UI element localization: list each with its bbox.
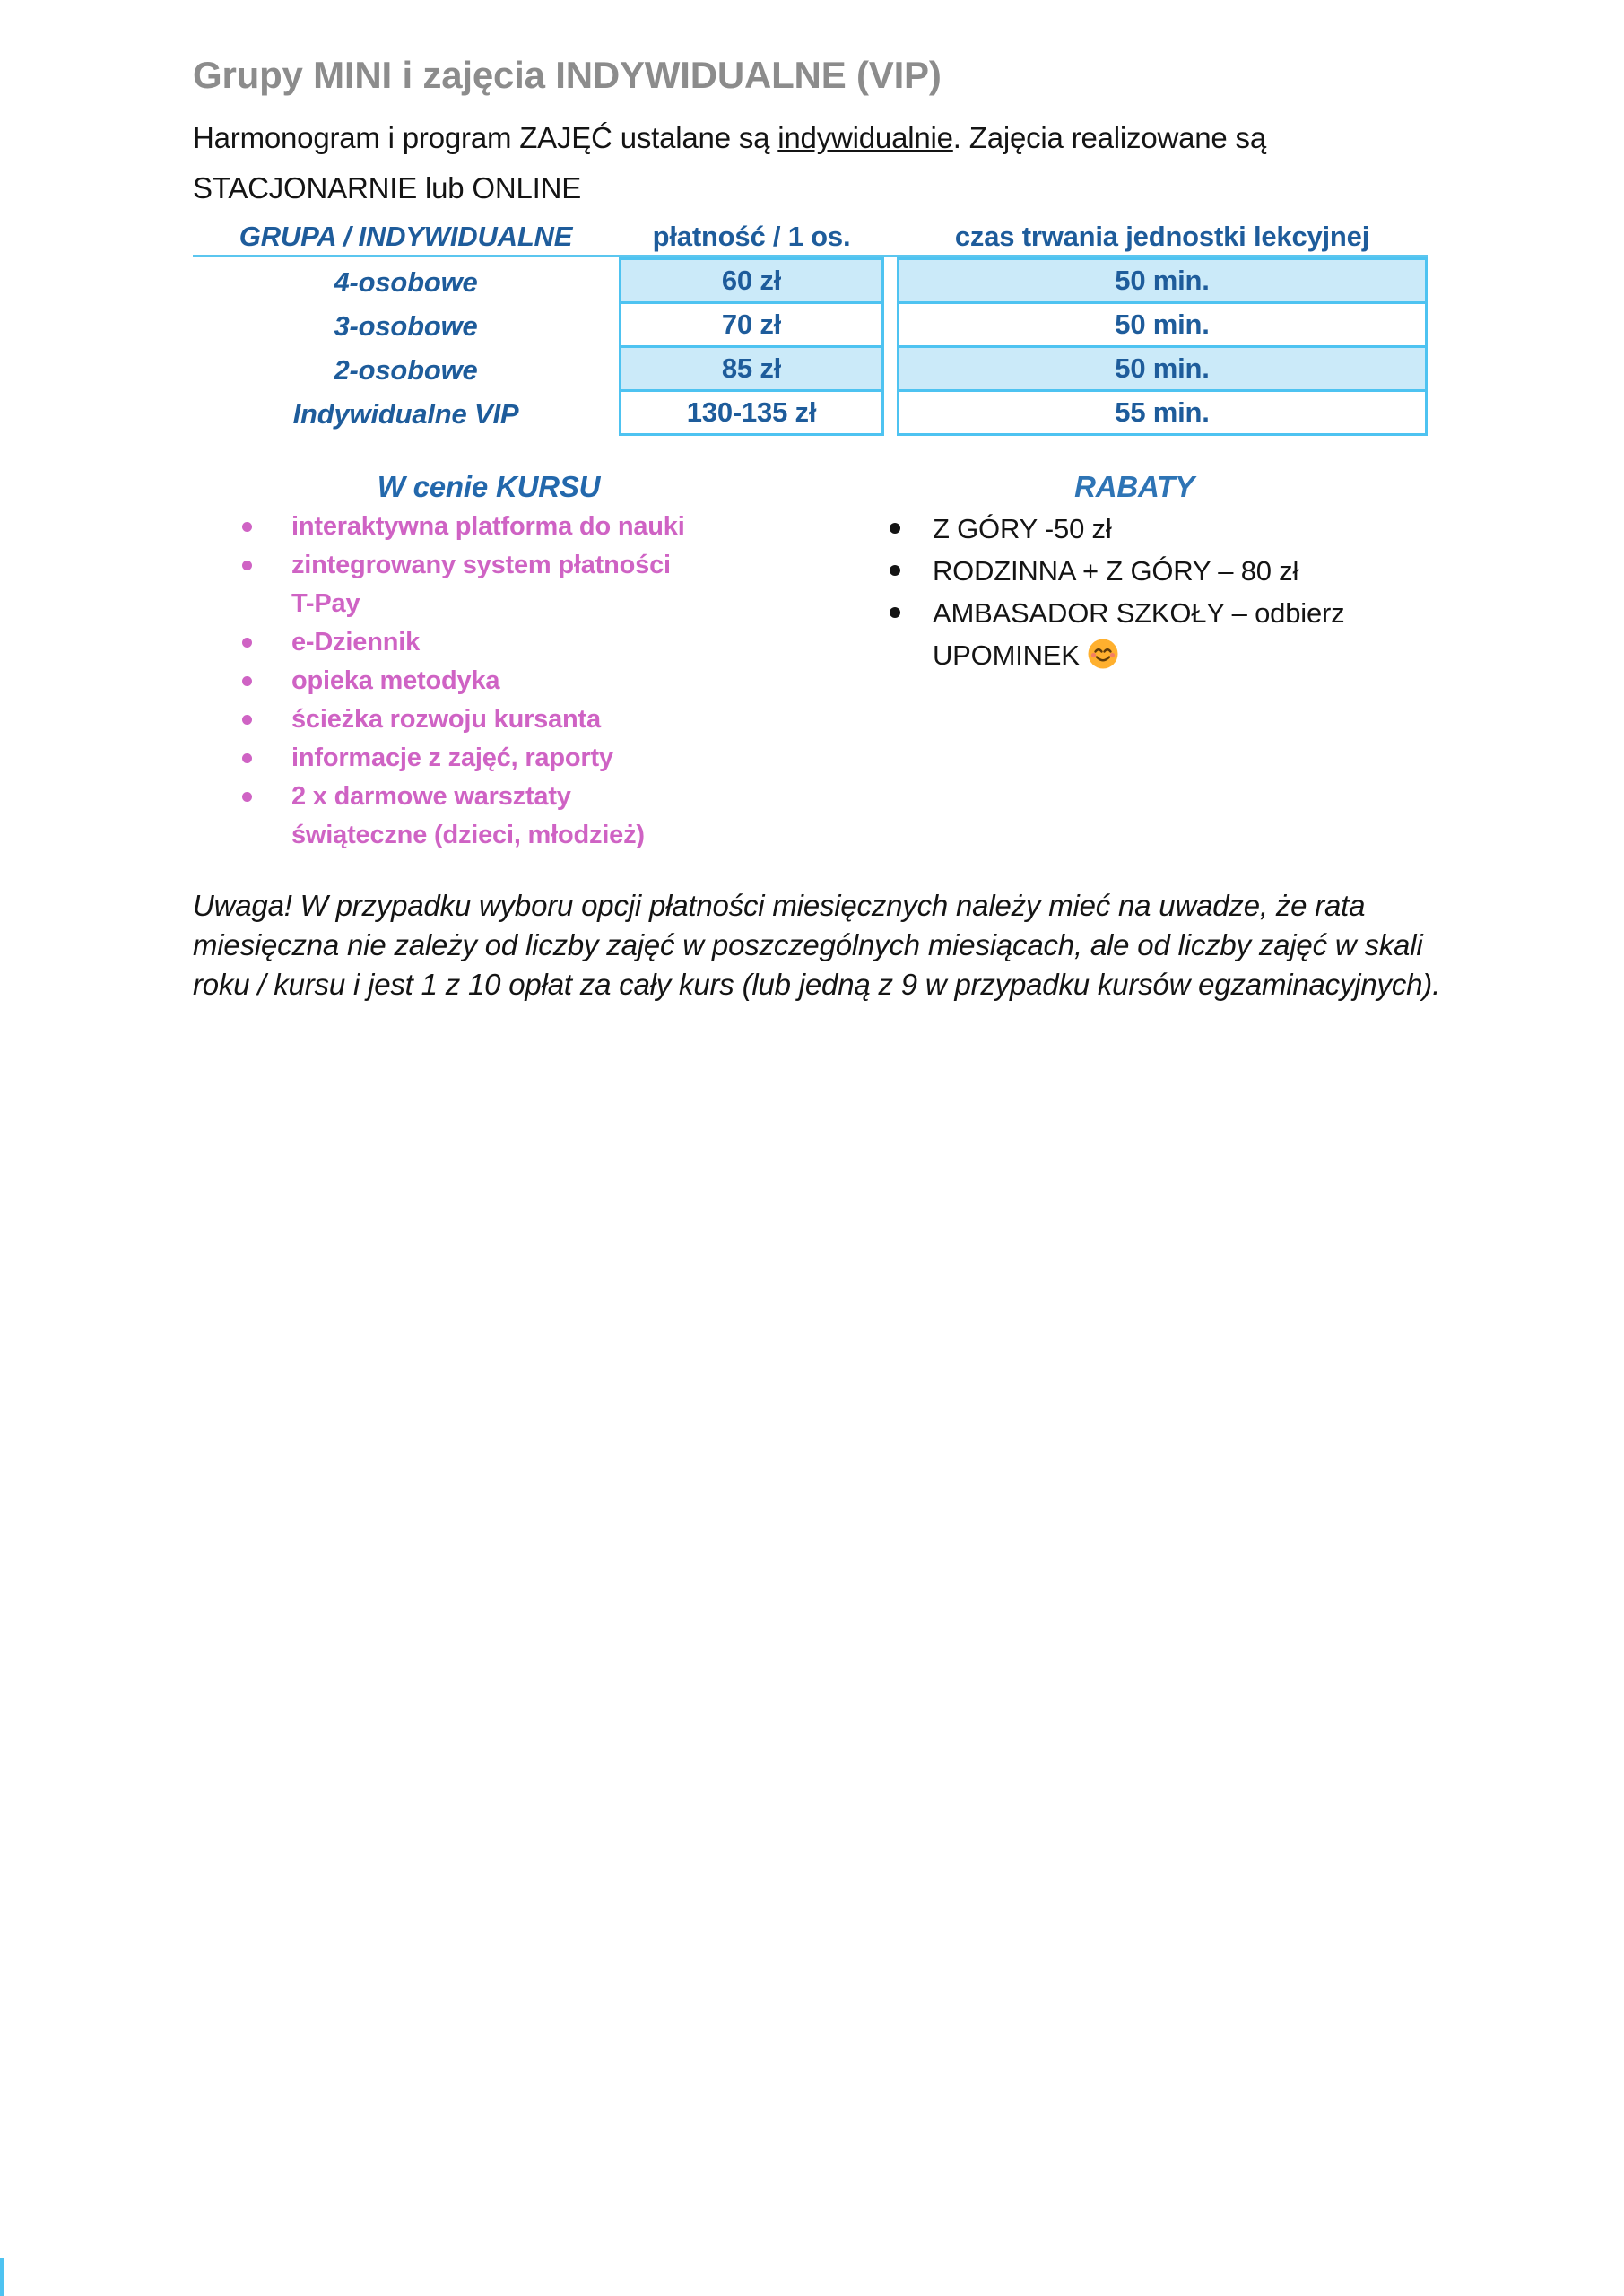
table-row-price: 130-135 zł xyxy=(621,389,881,433)
table-row-price: 60 zł xyxy=(621,260,881,301)
table-row-duration: 50 min. xyxy=(899,301,1425,345)
included-list xyxy=(193,508,695,855)
discounts-heading: RABATY xyxy=(1074,470,1194,503)
intro-underlined-word: indywidualnie xyxy=(777,121,953,154)
duration-column xyxy=(897,257,1428,436)
group-column xyxy=(193,260,619,436)
list-item: e-Dziennik xyxy=(193,623,695,662)
column-header-price: płatność / 1 os. xyxy=(652,221,851,252)
intro-text-1: Harmonogram i program ZAJĘĆ ustalane są xyxy=(193,121,778,154)
table-row-price: 70 zł xyxy=(621,301,881,345)
table-row-duration: 50 min. xyxy=(899,260,1425,301)
list-item: RODZINNA + Z GÓRY – 80 zł xyxy=(865,550,1368,592)
discounts-list xyxy=(865,508,1368,682)
column-header-group: GRUPA / INDYWIDUALNE xyxy=(239,221,573,252)
page-edge-artifact xyxy=(0,2258,4,2296)
price-column xyxy=(619,257,884,436)
list-item: opieka metodyka xyxy=(193,662,695,700)
list-item xyxy=(865,592,1368,682)
page-title: Grupy MINI i zajęcia INDYWIDUALNE (VIP) xyxy=(193,54,942,96)
table-row-duration: 50 min. xyxy=(899,345,1425,389)
list-item: ścieżka rozwoju kursanta xyxy=(193,700,695,739)
intro-text-2: . Zajęcia realizowane są xyxy=(952,121,1267,154)
list-item: 2 x darmowe warsztaty świąteczne (dzieci, młodzież) xyxy=(193,778,695,855)
table-row-group: 3-osobowe xyxy=(334,310,478,342)
column-header-duration: czas trwania jednostki lekcyjnej xyxy=(954,221,1370,252)
list-item: informacje z zajęć, raporty xyxy=(193,739,695,778)
intro-text-line2: STACJONARNIE lub ONLINE xyxy=(193,171,582,204)
list-item-text: AMBASADOR SZKOŁY – odbierz UPOMINEK xyxy=(933,597,1345,671)
intro-paragraph xyxy=(193,113,1502,213)
list-item: interaktywna platforma do nauki xyxy=(193,508,695,546)
table-row-group: 2-osobowe xyxy=(334,354,478,386)
payment-note: Uwaga! W przypadku wyboru opcji płatności miesięcznych należy mieć na uwadze, że rata miesięczna nie zależy od liczby zajęć w poszczególnych miesiącach, ale od liczby zajęć w skali roku / kursu i jest 1 z 10 opłat za cały kurs (lub jedną z 9 w przypadku kursów egzaminacyjnych). xyxy=(193,889,1441,1001)
table-row-duration: 55 min. xyxy=(899,389,1425,433)
list-item: zintegrowany system płatności T-Pay xyxy=(193,546,695,623)
list-item: Z GÓRY -50 zł xyxy=(865,508,1368,550)
table-row-group: 4-osobowe xyxy=(334,266,478,298)
table-row-price: 85 zł xyxy=(621,345,881,389)
table-row-group: Indywidualne VIP xyxy=(292,398,519,430)
included-heading: W cenie KURSU xyxy=(377,470,601,503)
smiling-face-emoji xyxy=(1087,638,1119,682)
